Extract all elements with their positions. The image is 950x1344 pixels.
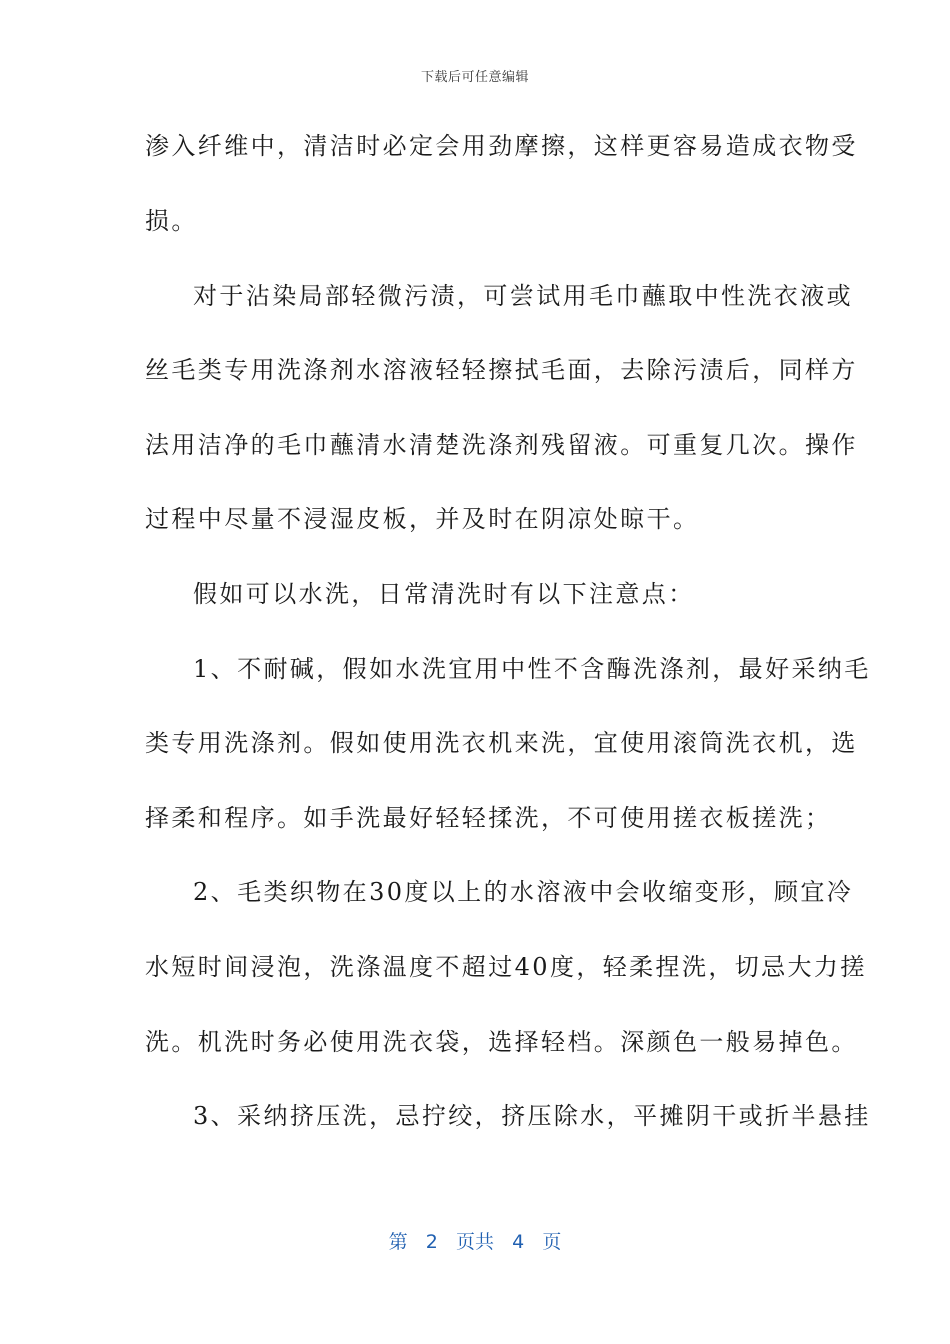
body-line: 水短时间浸泡，洗涤温度不超过40度，轻柔捏洗，切忌大力搓 <box>145 953 867 981</box>
footer-current-page: 2 <box>425 1231 438 1253</box>
body-line: 2、毛类织物在30度以上的水溶液中会收缩变形，顾宜冷 <box>193 878 854 906</box>
body-line: 对于沾染局部轻微污渍，可尝试用毛巾蘸取中性洗衣液或 <box>193 282 853 310</box>
body-line: 类专用洗涤剂。假如使用洗衣机来洗，宜使用滚筒洗衣机，选 <box>145 729 858 757</box>
body-line: 过程中尽量不浸湿皮板，并及时在阴凉处晾干。 <box>145 505 700 533</box>
body-line: 1、不耐碱，假如水洗宜用中性不含酶洗涤剂，最好采纳毛 <box>193 655 871 683</box>
body-line: 丝毛类专用洗涤剂水溶液轻轻擦拭毛面，去除污渍后，同样方 <box>145 356 858 384</box>
body-line: 择柔和程序。如手洗最好轻轻揉洗，不可使用搓衣板搓洗； <box>145 804 832 832</box>
body-line: 法用洁净的毛巾蘸清水清楚洗涤剂残留液。可重复几次。操作 <box>145 431 858 459</box>
body-line: 渗入纤维中，清洁时必定会用劲摩擦，这样更容易造成衣物受 <box>145 132 858 160</box>
body-line: 假如可以水洗，日常清洗时有以下注意点： <box>193 580 695 608</box>
body-line: 3、采纳挤压洗，忌拧绞，挤压除水，平摊阴干或折半悬挂 <box>193 1102 871 1130</box>
footer-prefix: 第 <box>388 1231 408 1253</box>
body-line: 损。 <box>145 207 198 235</box>
page-header-note: 下载后可任意编辑 <box>420 70 529 85</box>
footer-middle: 页共 <box>455 1231 494 1253</box>
footer-suffix: 页 <box>542 1231 562 1253</box>
footer-total-pages: 4 <box>512 1231 525 1253</box>
page-footer <box>0 1227 950 1254</box>
body-line: 洗。机洗时务必使用洗衣袋，选择轻档。深颜色一般易掉色。 <box>145 1028 858 1056</box>
